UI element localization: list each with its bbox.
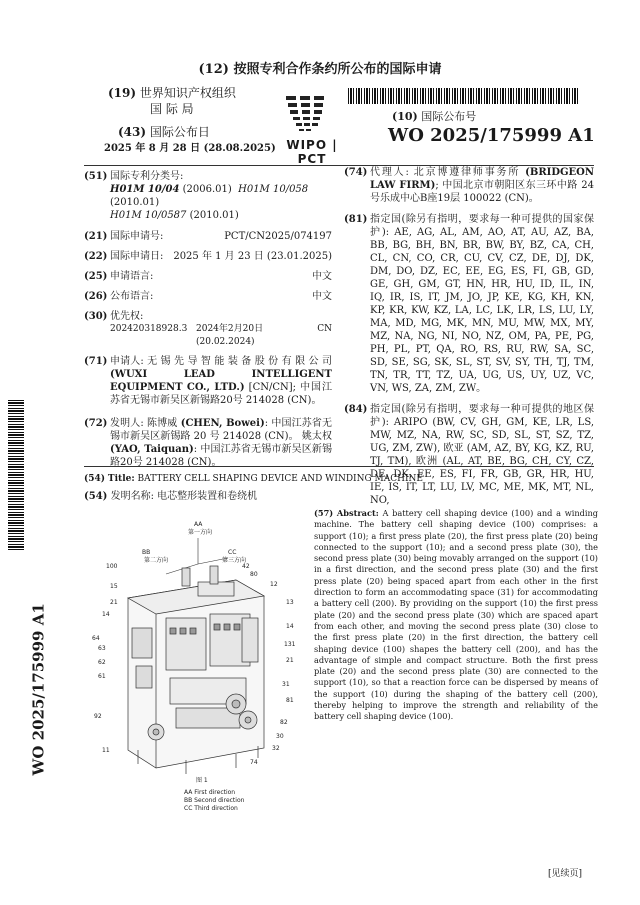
inventor-name: (YAO, Taiquan) [110,444,194,455]
org-name: 世界知识产权组织 [139,86,236,100]
title-cn [84,490,594,503]
filing-lang-field [84,270,332,283]
ipc-label: 国际专利分类号: [110,171,184,182]
org-sub: 国 际 局 [150,102,194,116]
machine-drawing [128,566,264,774]
priority-field [84,310,332,349]
legend-item: BB Second direction [184,797,245,804]
callout-label: 81 [286,697,294,704]
ipc-date: (2010.01) [110,197,160,208]
right-column [344,166,594,507]
callout-label: 32 [272,745,280,752]
abstract-label: Abstract: [336,508,379,518]
filing-lang-code: (25) [84,271,108,282]
callout-label: 31 [282,681,290,688]
callout-label: 30 [276,733,284,740]
callout-label: 61 [98,673,106,680]
title-en [84,473,594,485]
priority-number: 202420318928.3 [110,324,188,334]
side-barcode [8,400,24,550]
title-en-code: (54) [84,474,106,484]
app-no-field [84,230,332,243]
ipc-date: (2006.01) [182,184,232,195]
wipo-logo [272,94,352,166]
agent-text: 代理人: 北京博遵律师事务所 [370,167,526,178]
ipc-class: H01M 10/058 [238,184,309,195]
callout-label: 63 [98,645,106,652]
priority-country: CN [317,324,332,334]
ipc-field [84,170,332,222]
callout-label: 80 [250,571,258,578]
legend-item: AA First direction [184,789,236,796]
continued-note: [见续页] [548,869,583,879]
ipc-class: H01M 10/04 [110,184,180,195]
direction-indicator [142,521,246,574]
left-column [84,170,332,469]
filing-date-label: 国际申请日: [110,251,164,262]
applicant-address: [CN/CN]; 中国江苏省无锡市新吴区新锡路20号 214028 (CN)。 [110,382,332,406]
filing-lang-label: 申请语言: [110,271,154,282]
filing-date-code: (22) [84,251,108,262]
callout-label: 74 [250,759,258,766]
figure-caption: 图 1 [196,777,208,784]
inventors-field [84,417,332,469]
inventors-code: (72) [84,418,108,429]
org-block [108,86,236,101]
abstract-code: (57) [314,508,334,518]
app-no-label: 国际申请号: [110,231,164,242]
agent-code: (74) [344,167,368,178]
dir-bb-label: BB [142,549,151,556]
applicant-code: (71) [84,356,108,367]
pub-date-code: (43) [118,125,147,139]
pub-lang-value: 中文 [312,291,332,302]
title-cn-label: 发明名称: [110,491,154,502]
filing-date-field [84,250,332,263]
pub-lang-code: (26) [84,291,108,302]
pub-lang-label: 公布语言: [110,291,154,302]
pub-no-label: 国际公布号 [421,110,477,123]
regional-text: 指定国(除另有指明，要求每一种可提供的地区保护): ARIPO (BW, CV, GH, GM, KE, LR, LS, MW, MZ, NA, RW, SC, SD, SL, ST, SZ, TZ, UG, ZM, ZW), 欧亚 (AM, AZ, BY, KG, KZ, RU, TJ, TM), 欧洲 (AL, AT, BE, BG, CH, CY, CZ, DE, DK, EE, ES, FI, FR, GB, GR, HR, HU, IE, IS, IT, LT, LU, LV, MC, ME, MK, MT, NL, NO, [370,404,594,506]
ipc-class: H01M 10/0587 [110,210,187,221]
callout-label: 21 [286,657,294,664]
agent-address: ; 中国北京市朝阳区东三环中路 24 号乐成中心B座19层 100022 (CN)。 [370,180,594,204]
pub-no-code: (10) [392,110,418,123]
inventor-address: : 中国江苏省无锡市新吴区新锡路 20 号 214028 (CN)。 姚太权 [110,418,332,442]
pub-date: 2025 年 8 月 28 日 (28.08.2025) [104,143,276,154]
agent-name-en: (BRIDGEON LAW FIRM) [370,167,594,191]
applicant-text: 申请人: 无 锡 先 导 智 能 装 备 股 份 有 限 公 司 [110,356,332,367]
callout-label: 13 [286,599,294,606]
org-code: (19) [108,86,137,100]
pub-lang-field [84,290,332,303]
callout-label: 62 [98,659,106,666]
states-text: 指定国(除另有指明，要求每一种可提供的国家保护): AE, AG, AL, AM, AO, AT, AU, AZ, BA, BB, BG, BH, BN, BR, BW, BY, BZ, CA, CH, CL, CN, CO, CR, CU, CV, CZ, DE, DJ, DK, DM, DO, DZ, EC, EE, EG, ES, FI, GB, GD, GE, GH, GM, GT, HN, HR, HU, ID, IL, IN, IQ, IR, IS, IT, JM, JO, JP, KE, KG, KH, KN, KP, KR, KW, KZ, LA, LC, LK, LR, LS, LU, LY, MA, MD, MG, MK, MN, MU, MW, MX, MY, MZ, NA, NG, NI, NO, NZ, OM, PA, PE, PG, PH, PL, PT, QA, RO, RS, RU, RW, SA, SC, SD, SE, SG, SK, SL, ST, SV, SY, TH, TJ, TM, TN, TR, TT, TZ, UA, UG, US, UY, UZ, VC, VN, WS, ZA, ZM, ZW。 [370,214,594,394]
callout-label: 15 [110,583,118,590]
ipc-date: (2010.01) [189,210,239,221]
callout-label: 92 [94,713,102,720]
dir-cc-label: CC [228,549,237,556]
figure-legend [184,789,245,812]
callout-label: 14 [102,611,110,618]
callout-label: 131 [284,641,296,648]
inventors-label: 发明人: 陈博威 [110,418,181,429]
legend-item: CC Third direction [184,805,238,812]
abstract-text: A battery cell shaping device (100) and a winding machine. The battery cell shaping device (100) comprises: a support (10); a first press plate (20), the first press plate (20) being connected to the support (10); and a second press plate (30), the second press plate (30) being movably arranged on the support (10) in a first direction, and the second press plate (30) and the first press plate (20) being spaced apart from each other in the first direction to form an accommodating space (31) for accommodating a battery cell (200). By providing on the support (10) the first press plate (20) and the second press plate (30) which are spaced apart from each other, and moving the second press plate (30) close to the first press plate (20) in the first direction, the battery cell shaping device (100) shapes the battery cell (200), and has the advantage of simple and compact structure. Both the first press plate (20) and the second press plate (30) are connected to the support (10), so that a reaction force can be dispersed by means of the support (10) during the shaping of the battery cell (200), thereby helping to improve the strength and reliability of the battery cell shaping device (100). [314,508,599,722]
wipo-pct-text: WIPO | PCT [286,138,338,166]
title-en-label: Title: [107,474,135,484]
priority-date: 2024年2月20日 (20.02.2024) [196,324,264,347]
ipc-code: (51) [84,171,108,182]
applicant-field [84,355,332,407]
designated-states-field [344,213,594,395]
agent-field [344,166,594,205]
priority-code: (30) [84,311,108,322]
filing-lang-value: 中文 [312,271,332,282]
inventor-address: : 中国江苏省无锡市新吴区新锡路20号 214028 (CN)。 [110,444,332,468]
pub-date-heading [118,125,210,140]
pub-no-heading [392,110,476,124]
callout-label: 42 [242,563,250,570]
callout-label: 100 [106,563,118,570]
dir-cc-cn: 第三方向 [222,557,247,564]
barcode [348,88,578,104]
app-no-code: (21) [84,231,108,242]
callout-label: 64 [92,635,100,642]
regional-code: (84) [344,404,368,415]
title-en-value: BATTERY CELL SHAPING DEVICE AND WINDING MACHINE [137,474,423,484]
dir-aa-cn: 第一方向 [188,529,213,536]
inventor-name: (CHEN, Bowei) [180,418,265,429]
callout-label: 82 [280,719,288,726]
callout-label: 21 [110,599,118,606]
dir-aa-label: AA [194,521,203,528]
doc-heading: (12) 按照专利合作条约所公布的国际申请 [198,62,442,77]
device-figure [86,518,304,818]
title-cn-value: 电芯整形装置和卷绕机 [157,491,258,502]
applicant-name-en: (WUXI LEAD INTELLIGENT EQUIPMENT CO., LTD.) [110,369,332,393]
priority-label: 优先权: [110,311,144,322]
side-pub-number: WO 2025/175999 A1 [29,603,48,776]
callout-label: 14 [286,623,294,630]
pub-number: WO 2025/175999 A1 [388,125,595,146]
pub-date-label: 国际公布日 [149,125,210,139]
callout-label: 11 [102,747,110,754]
abstract [314,508,598,723]
states-code: (81) [344,214,368,225]
filing-date-value: 2025 年 1 月 23 日 (23.01.2025) [173,251,332,262]
app-no-value: PCT/CN2025/074197 [224,231,332,242]
title-cn-code: (54) [84,491,108,502]
callout-label: 12 [270,581,278,588]
title-divider [84,466,594,467]
wipo-emblem-icon [272,94,352,142]
dir-bb-cn: 第二方向 [144,557,169,564]
